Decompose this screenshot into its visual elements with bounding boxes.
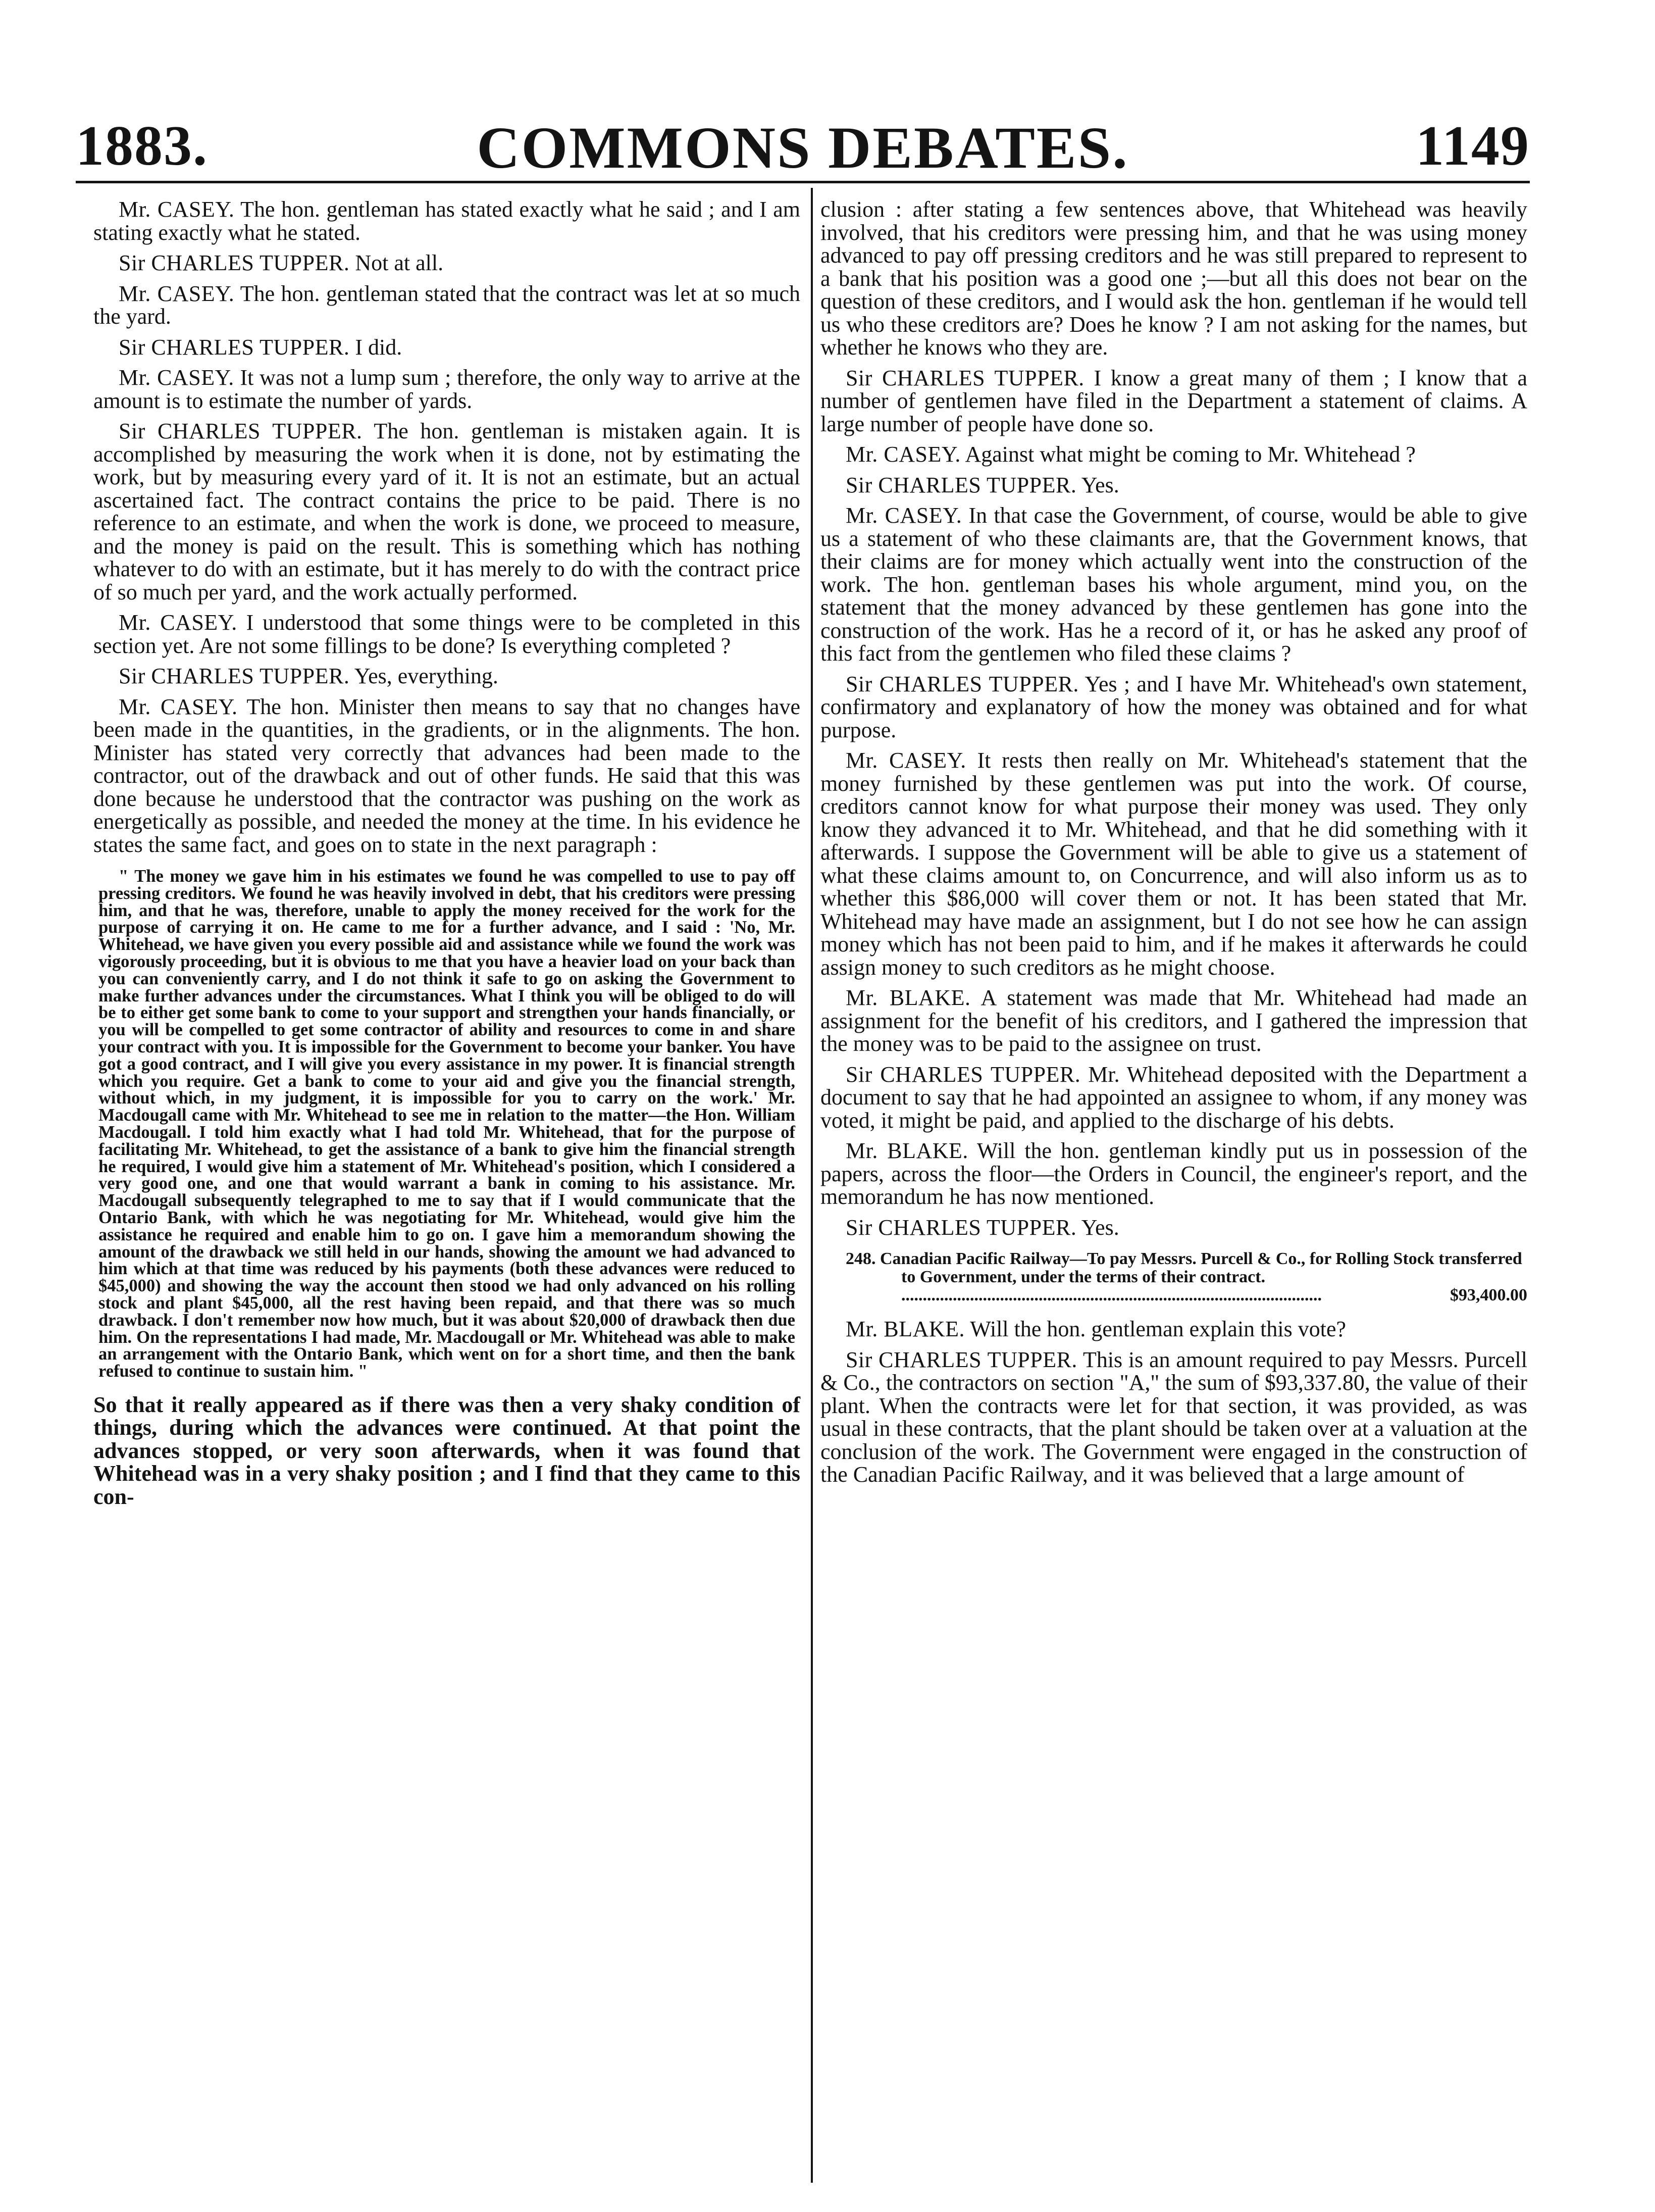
speech-paragraph bbox=[820, 1063, 1527, 1132]
speech-paragraph bbox=[820, 504, 1527, 665]
right-column bbox=[820, 198, 1527, 1494]
speech-text: This is an amount required to pay Messrs. Purcell & Co., the contractors on section "A," the sum of $93,337.80, the value of their plant. When the contracts were let for that section, it was provided, as was usual in these contracts, that the plant should be taken over at a valuation at the conclusion of the work. The Government were engaged in the construction of the Canadian Pacific Railway, and it was believed that a large amount of bbox=[820, 1347, 1527, 1487]
header-page-number: 1149 bbox=[1416, 115, 1530, 177]
speech-text: A statement was made that Mr. Whitehead had made an assignment for the benefit of his creditors, and I gathered the impression that the money was to be paid to the assignee on trust. bbox=[820, 985, 1528, 1056]
header-title: COMMONS DEBATES. bbox=[477, 115, 1129, 181]
speaker-name: Mr. CASEY. bbox=[119, 197, 235, 222]
quote-text: " The money we gave him in his estimates we found he was compelled to use to pay off pressing creditors. We found he was heavily involved in debt, that his creditors were pressing him, and that he was, therefore, unable to apply the money received for the work for the purpose of carrying it on. He came to me for a further advance, and I said : 'No, Mr. Whitehead, we have given you every possible aid and assistance while we found the work was vigorously proceeding, but it is obvious to me that you have a heavier load on your back than you can conveniently carry, and I do not think it safe to go on asking the Government to make further advances under the circumstances. What I think you will be obliged to do will be to either get some bank to come to your support and strengthen your hands financially, or you will be compelled to get some contractor of ability and resources to come in and share your contract with you. It is impossible for the Government to become your banker. You have got a good contract, and I will give you every assistance in my power. It is financial strength which you require. Get a bank to come to your aid and give you the financial strength, without which, in my judgment, it is impossible for you to carry on the work.' Mr. Macdougall came with Mr. Whitehead to see me in relation to the matter—the Hon. William Macdougall. I told him exactly what I had told Mr. Whitehead, that for the purpose of facilitating Mr. Whitehead, to get the assistance of a bank to give him the financial strength he required, I would give him a statement of Mr. Whitehead's position, which I considered a very good one, and one that would warrant a bank in coming to his assistance. Mr. Macdougall subsequently telegraphed to me to say that if I would communicate that the Ontario Bank, with which he was negotiating for Mr. Whitehead, would give him the assistance he required and enable him to go on. I gave him a memorandum showing the amount of the drawback we still held in our hands, showing the amount we had advanced to him which at that time was reduced by his payments (both these advances were reduced to $45,000) and showing the way the account then stood we had only advanced on his rolling stock and plant $45,000, all the rest having been repaid, and that there was so much drawback. I don't remember now how much, but it was about $20,000 of drawback then due him. On the representations I had made, Mr. Macdougall or Mr. Whitehead was able to make an arrangement with the Ontario Bank, which went on for a short time, and then the bank refused to continue to sustain him. " bbox=[98, 867, 795, 1381]
speaker-name: Mr. CASEY. bbox=[846, 442, 961, 467]
speech-text: I understood that some things were to be completed in this section yet. Are not some fillings to be done? Is everything completed ? bbox=[93, 610, 801, 658]
speech-text: Yes ; and I have Mr. Whitehead's own statement, confirmatory and explanatory of how the money was obtained and for what purpose. bbox=[820, 671, 1528, 742]
speaker-name: Sir CHARLES TUPPER. bbox=[119, 334, 350, 360]
speaker-name: Sir CHARLES TUPPER. bbox=[846, 671, 1079, 696]
evidence-quote bbox=[98, 868, 795, 1380]
speech-text: Yes. bbox=[1081, 472, 1119, 497]
vote-amount: $93,400.00 bbox=[1450, 1286, 1527, 1304]
speaker-name: Sir CHARLES TUPPER. bbox=[846, 365, 1084, 390]
speaker-name: Sir CHARLES TUPPER. bbox=[119, 419, 363, 443]
left-column bbox=[93, 198, 800, 1516]
speech-text: It was not a lump sum ; therefore, the only way to arrive at the amount is to estimate the number of yards. bbox=[93, 365, 801, 413]
speech-text: The hon. gentleman stated that the contract was let at so much the yard. bbox=[93, 281, 801, 329]
speech-paragraph bbox=[820, 1216, 1527, 1239]
speech-text: The hon. gentleman has stated exactly what he said ; and I am stating exactly what he stated. bbox=[93, 197, 800, 245]
speaker-name: Mr. BLAKE. bbox=[846, 1138, 968, 1163]
speech-paragraph bbox=[820, 673, 1527, 742]
speech-continuation: So that it really appeared as if there was then a very shaky condition of things, during which the advances were continued. At that point the advances stopped, or very soon afterwards, when it was found that Whitehead was in a very shaky position ; and I find that they came to this con- bbox=[93, 1392, 800, 1509]
header-rule bbox=[76, 181, 1530, 183]
speech-text: Will the hon. gentleman kindly put us in possession of the papers, across the floor—the Orders in Council, the engineer's report, and the memorandum he has now mentioned. bbox=[820, 1138, 1527, 1209]
speaker-name: Mr. CASEY. bbox=[846, 503, 962, 528]
speech-paragraph bbox=[820, 474, 1527, 497]
speech-text: I know a great many of them ; I know that a number of gentlemen have filed in the Department a statement of claims. A large number of people have done so. bbox=[820, 365, 1528, 436]
speech-paragraph bbox=[93, 282, 800, 328]
speech-text: I did. bbox=[355, 334, 402, 360]
speech-paragraph bbox=[93, 695, 800, 857]
header-year: 1883. bbox=[76, 115, 208, 177]
speech-paragraph bbox=[820, 367, 1527, 436]
speech-text: It rests then really on Mr. Whitehead's statement that the money furnished by these gentlemen was put into the work. Of course, creditors cannot know for what purpose their money was used. They only know they advanced it to Mr. Whitehead, and that he did something with it afterwards. I suppose the Government will be able to give us a statement of what these claims amount to, on Concurrence, and will also inform us as to whether this $86,000 will cover them or not. It has been stated that Mr. Whitehead may have made an assignment, but I do not see how he can assign money which has not been paid to him, and if he makes it afterwards he could assign money to such creditors as he might choose. bbox=[820, 748, 1527, 980]
speech-paragraph bbox=[93, 336, 800, 359]
speech-paragraph bbox=[820, 1139, 1527, 1209]
speech-text: Yes. bbox=[1081, 1215, 1119, 1240]
speaker-name: Sir CHARLES TUPPER. bbox=[846, 472, 1077, 497]
speech-paragraph bbox=[93, 366, 800, 412]
speech-continuation: clusion : after stating a few sentences above, that Whitehead was heavily involved, that his creditors were pressing him, and that he was using money advanced to pay off pressing creditors and he was still prepared to represent to a bank that his position was a good one ;—but all this does not bear on the question of these creditors, and I would ask the hon. gentleman if he would tell us who these creditors are? Does he know ? I am not asking for the names, but whether he knows who they are. bbox=[820, 197, 1527, 360]
speech-paragraph bbox=[93, 611, 800, 657]
speech-paragraph bbox=[820, 1318, 1527, 1341]
speech-text: Not at all. bbox=[355, 250, 444, 275]
speaker-name: Mr. CASEY. bbox=[846, 748, 966, 773]
speaker-name: Mr. BLAKE. bbox=[846, 985, 971, 1010]
speech-text: Will the hon. gentleman explain this vote? bbox=[970, 1317, 1347, 1341]
speaker-name: Mr. CASEY. bbox=[119, 694, 238, 719]
vote-item bbox=[820, 1250, 1527, 1304]
speech-paragraph bbox=[820, 443, 1527, 466]
speech-text: Yes, everything. bbox=[354, 664, 498, 688]
speech-text: Against what might be coming to Mr. Whitehead ? bbox=[965, 442, 1416, 467]
speech-paragraph bbox=[93, 198, 800, 244]
speaker-name: Sir CHARLES TUPPER. bbox=[846, 1215, 1077, 1240]
speech-text: Mr. Whitehead deposited with the Department a document to say that he had appointed an assignee to whom, if any money was voted, it might be paid, and applied to the discharge of his debts. bbox=[820, 1062, 1527, 1133]
speech-paragraph bbox=[93, 252, 800, 275]
speech-text: The hon. gentleman is mistaken again. It is accomplished by measuring the work when it is done, not by estimating the work, but by measuring every yard of it. It is not an estimate, but an actual ascertained fact. The contract contains the price to be paid. There is no reference to an estimate, and when the work is done, we proceed to measure, and the money is paid on the result. This is something which has nothing whatever to do with an estimate, but it has merely to do with the contract price of so much per yard, and the work actually performed. bbox=[93, 419, 800, 605]
column-divider bbox=[811, 188, 813, 2183]
speaker-name: Mr. CASEY. bbox=[119, 365, 234, 390]
speaker-name: Sir CHARLES TUPPER. bbox=[119, 664, 350, 688]
page-header bbox=[76, 114, 1530, 189]
speech-text: The hon. Minister then means to say that no changes have been made in the quantities, in the gradients, or in the alignments. The hon. Minister has stated very correctly that advances had been made to the contractor, out of the drawback and out of other funds. He said that this was done because he understood that the contractor was pushing on the work as energetically as possible, and needed the money at the time. In his evidence he states the same fact, and goes on to state in the next paragraph : bbox=[93, 694, 801, 857]
speaker-name: Sir CHARLES TUPPER. bbox=[119, 250, 350, 275]
speech-paragraph bbox=[820, 749, 1527, 979]
speaker-name: Sir CHARLES TUPPER. bbox=[846, 1062, 1081, 1087]
speaker-name: Mr. BLAKE. bbox=[846, 1317, 965, 1341]
speaker-name: Mr. CASEY. bbox=[119, 281, 235, 306]
speech-paragraph bbox=[820, 986, 1527, 1055]
speech-paragraph bbox=[93, 420, 800, 604]
speaker-name: Mr. CASEY. bbox=[119, 610, 237, 635]
speech-paragraph bbox=[820, 1348, 1527, 1486]
speech-paragraph bbox=[93, 665, 800, 688]
vote-text: 248. Canadian Pacific Railway—To pay Messrs. Purcell & Co., for Rolling Stock transferred to Government, under the terms of their contract. bbox=[846, 1249, 1522, 1286]
vote-amount-line bbox=[820, 1286, 1527, 1304]
dot-leader bbox=[901, 1286, 1446, 1304]
speaker-name: Sir CHARLES TUPPER. bbox=[846, 1347, 1077, 1372]
speech-text: In that case the Government, of course, would be able to give us a statement of who these claimants are, that the Government knows, that their claims are for money which actually went into the construction of the work. The hon. gentleman bases his whole argument, mind you, on the statement that the money advanced by these gentlemen has gone into the construction of the work. Has he a record of it, or has he asked any proof of this fact from the gentlemen who filed these claims ? bbox=[820, 503, 1528, 666]
